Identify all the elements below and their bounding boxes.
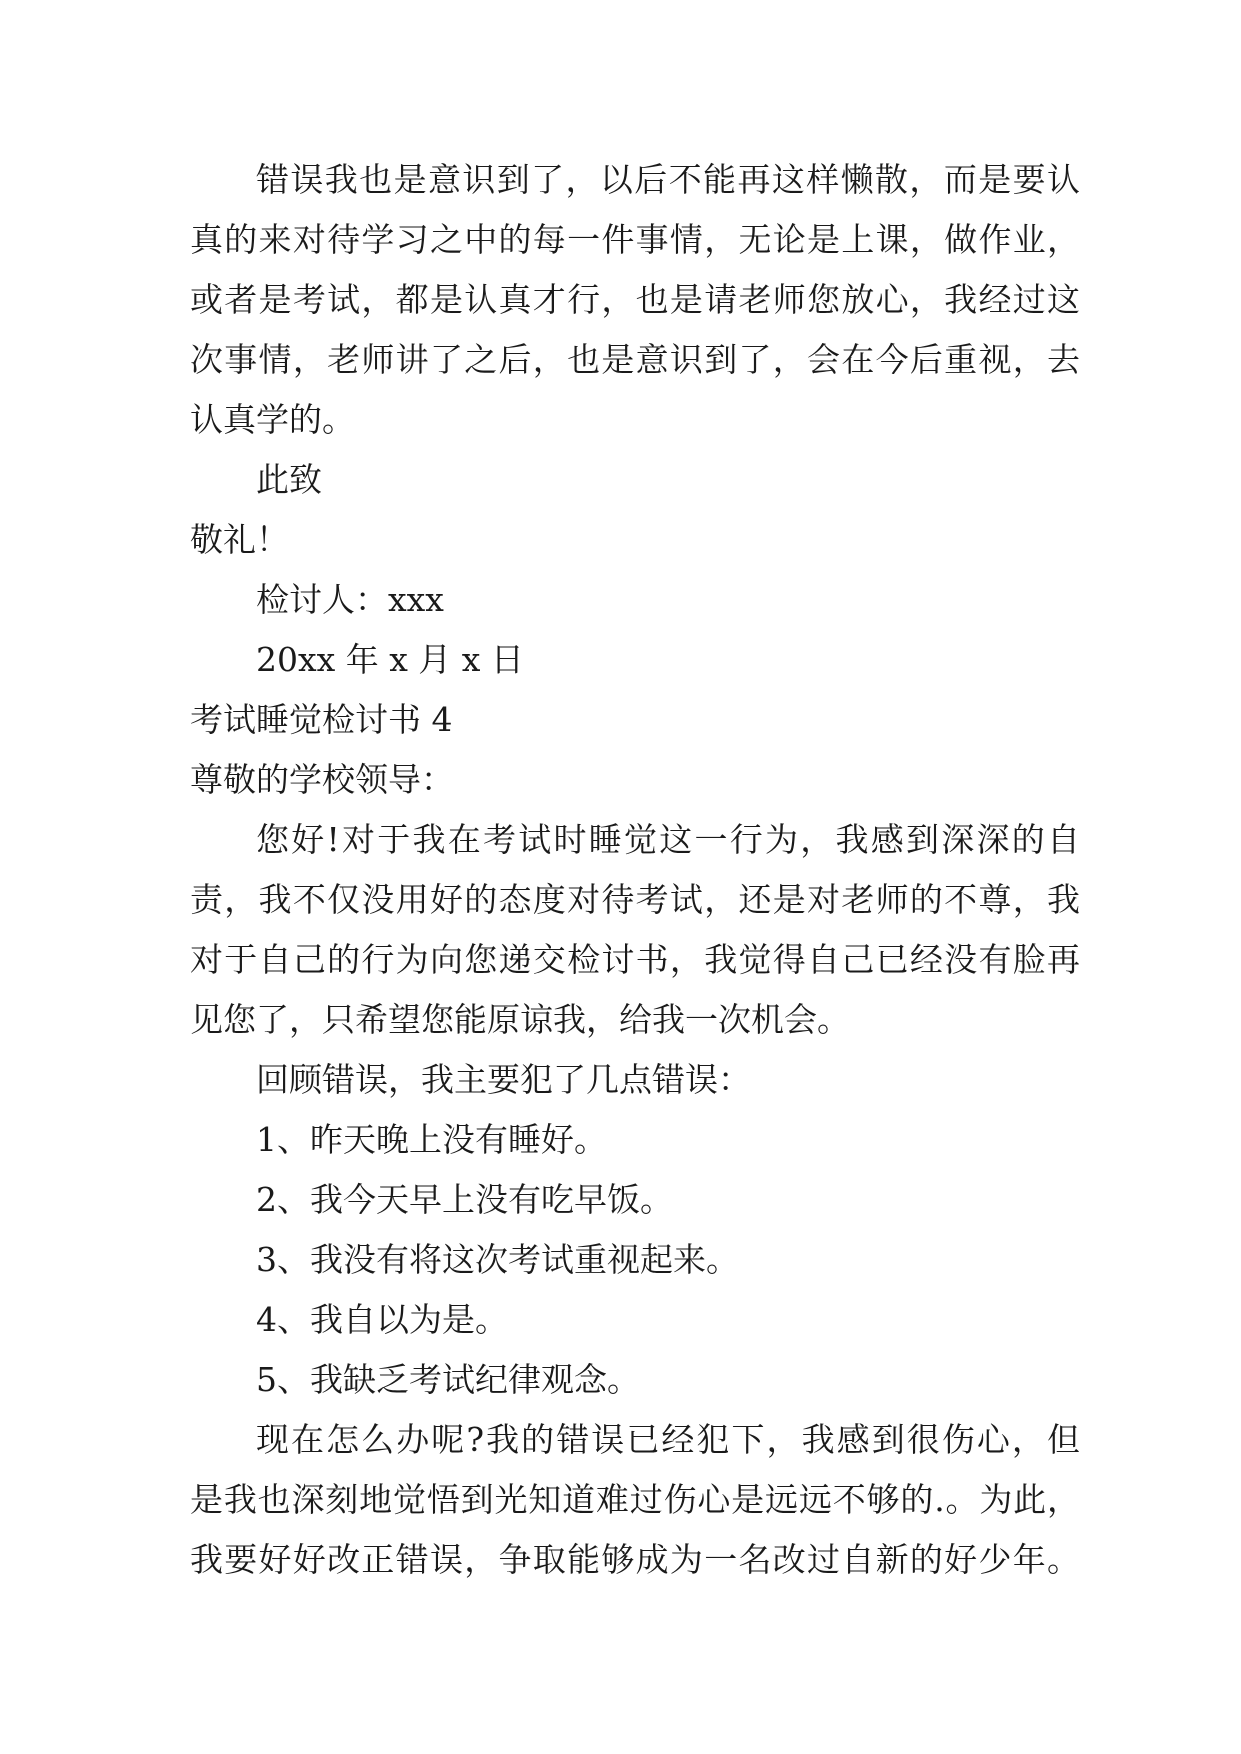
- list-item: 3、我没有将这次考试重视起来。: [256, 1240, 739, 1279]
- list-item: 1、昨天晚上没有睡好。: [256, 1120, 607, 1159]
- paragraph-line: 次事情，老师讲了之后，也是意识到了，会在今后重视，去: [190, 340, 1080, 379]
- paragraph-line: 现在怎么办呢?我的错误已经犯下，我感到很伤心，但: [256, 1420, 1080, 1459]
- signature-line: 检讨人：xxx: [256, 580, 444, 619]
- paragraph-line: 回顾错误，我主要犯了几点错误：: [256, 1060, 751, 1099]
- document-body: [190, 150, 1080, 1590]
- paragraph-line: 认真学的。: [190, 400, 355, 439]
- paragraph-line: 责，我不仅没用好的态度对待考试，还是对老师的不尊，我: [190, 880, 1080, 919]
- list-item: 5、我缺乏考试纪律观念。: [256, 1360, 640, 1399]
- paragraph-line: 您好!对于我在考试时睡觉这一行为，我感到深深的自: [256, 820, 1080, 859]
- closing-respect: 敬礼！: [190, 520, 289, 559]
- paragraph-line: 见您了，只希望您能原谅我，给我一次机会。: [190, 1000, 850, 1039]
- list-item: 2、我今天早上没有吃早饭。: [256, 1180, 673, 1219]
- paragraph-line: 错误我也是意识到了，以后不能再这样懒散，而是要认: [256, 160, 1080, 199]
- list-item: 4、我自以为是。: [256, 1300, 508, 1339]
- paragraph-line: 真的来对待学习之中的每一件事情，无论是上课，做作业，: [190, 220, 1080, 259]
- greeting: 尊敬的学校领导：: [190, 760, 454, 799]
- section-title: 考试睡觉检讨书 4: [190, 700, 453, 739]
- paragraph-line: 我要好好改正错误，争取能够成为一名改过自新的好少年。: [190, 1540, 1080, 1579]
- closing-salutation: 此致: [256, 460, 322, 499]
- paragraph-line: 是我也深刻地觉悟到光知道难过伤心是远远不够的.。为此，: [190, 1480, 1080, 1519]
- paragraph-line: 或者是考试，都是认真才行，也是请老师您放心，我经过这: [190, 280, 1080, 319]
- date-line: 20xx 年 x 月 x 日: [256, 640, 524, 679]
- paragraph-line: 对于自己的行为向您递交检讨书，我觉得自己已经没有脸再: [190, 940, 1080, 979]
